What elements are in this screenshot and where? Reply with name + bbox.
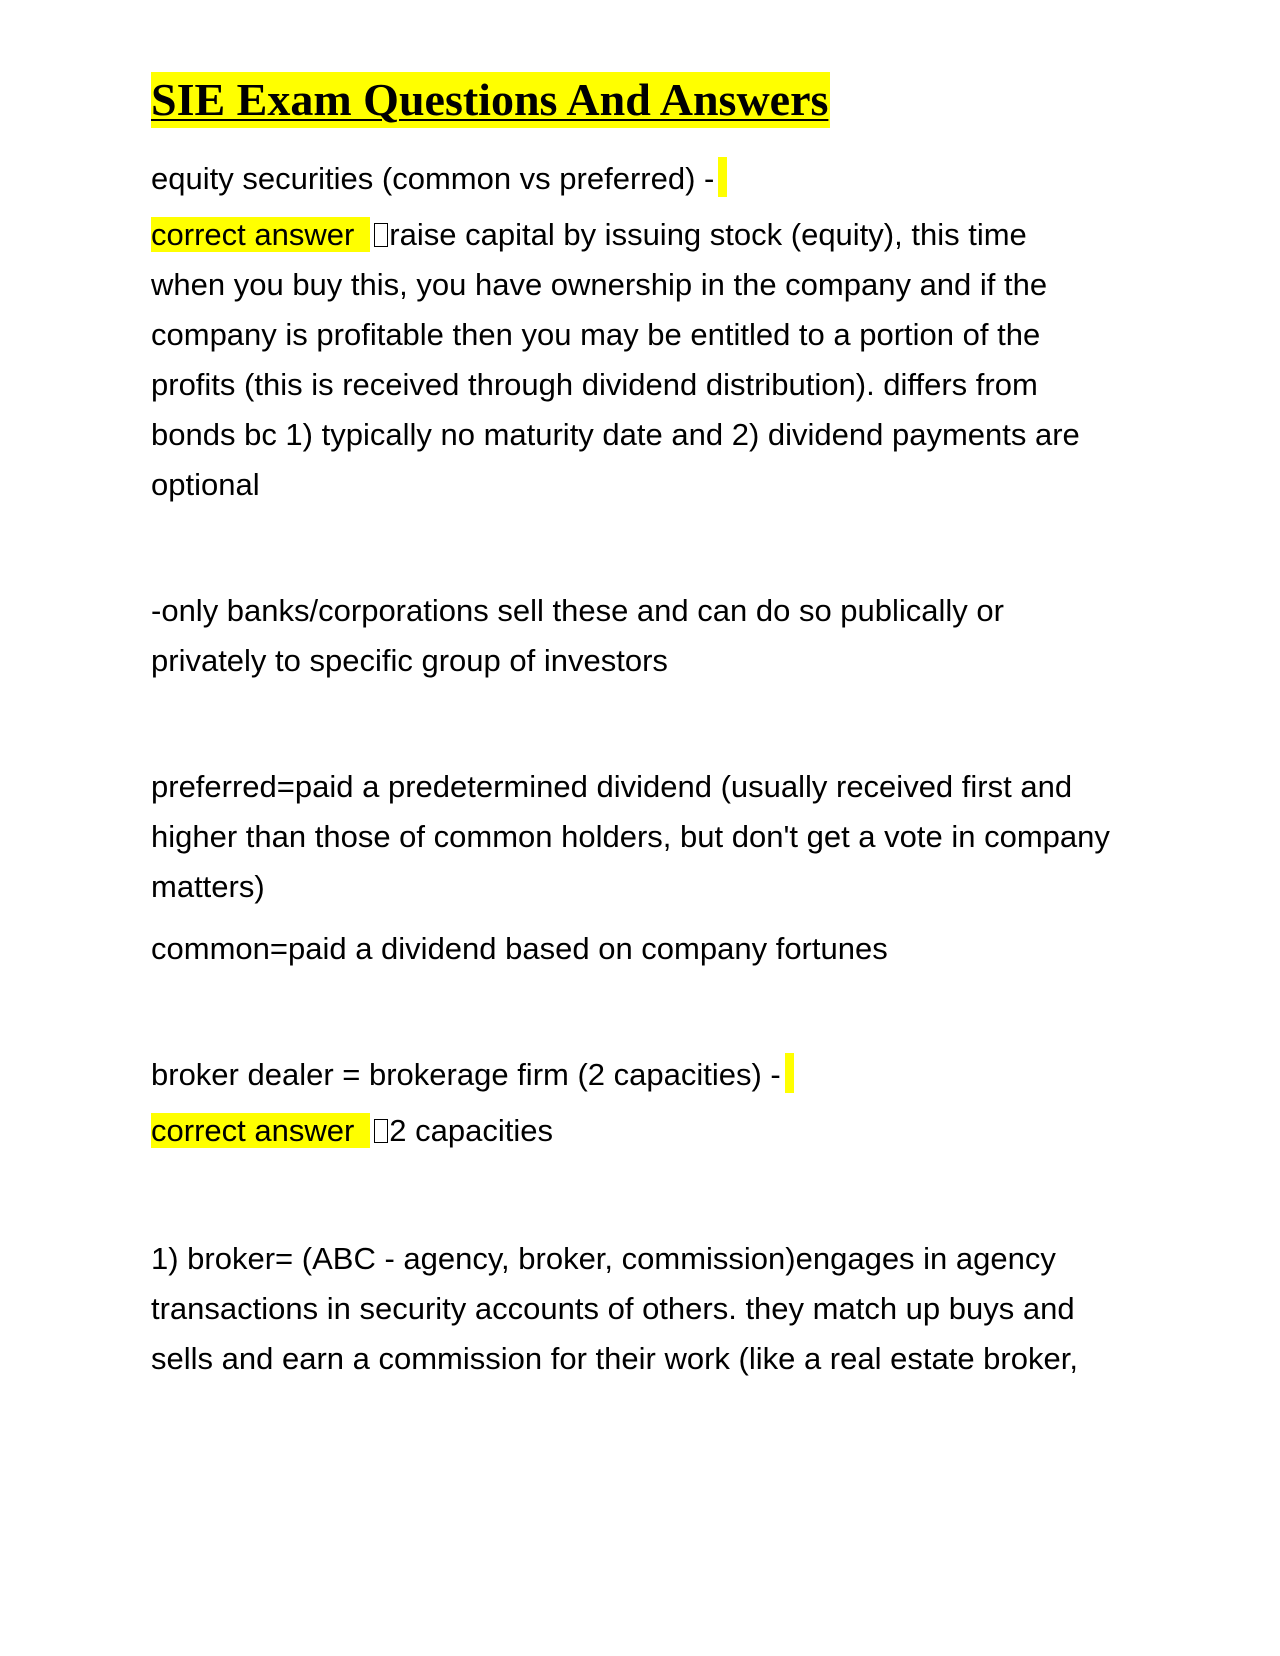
- missing-glyph-box-icon: [374, 223, 388, 247]
- answer-2-text: 2 capacities: [389, 1113, 554, 1148]
- question-2-text: broker dealer = brokerage firm (2 capacities) -: [151, 1057, 781, 1092]
- answer-1-paragraph-3: preferred=paid a predetermined dividend (usually received first and higher than those of common holders, but don't get a vote in company matters): [151, 769, 1119, 904]
- answer-2: [151, 1106, 1141, 1156]
- highlight-marker: [718, 157, 727, 197]
- answer-1-paragraph-2: -only banks/corporations sell these and can do so publically or privately to specific group of investors: [151, 593, 1013, 678]
- question-1: [151, 154, 1141, 204]
- answer-2-paragraph-2: 1) broker= (ABC - agency, broker, commission)engages in agency transactions in security accounts of others. they match up buys and sells and earn a commission for their work (like a real estate broker,: [151, 1241, 1084, 1376]
- document-title: SIE Exam Questions And Answers: [151, 72, 830, 128]
- question-1-text: equity securities (common vs preferred) -: [151, 161, 715, 196]
- highlight-marker: [785, 1053, 794, 1093]
- document-content: [151, 72, 1141, 1384]
- missing-glyph-box-icon: [374, 1119, 388, 1143]
- answer-label: correct answer: [151, 217, 370, 252]
- answer-1: [151, 210, 1091, 510]
- answer-1-text: raise capital by issuing stock (equity), this time when you buy this, you have ownership in the company and if the company is profitable then you may be entitled to a portion of the profits (this is received through dividend distribution). differs from bonds bc 1) typically no maturity date and 2) dividend payments are optional: [151, 217, 1089, 502]
- answer-1-paragraph-4: common=paid a dividend based on company fortunes: [151, 931, 888, 966]
- question-2: [151, 1050, 1141, 1100]
- answer-label: correct answer: [151, 1113, 370, 1148]
